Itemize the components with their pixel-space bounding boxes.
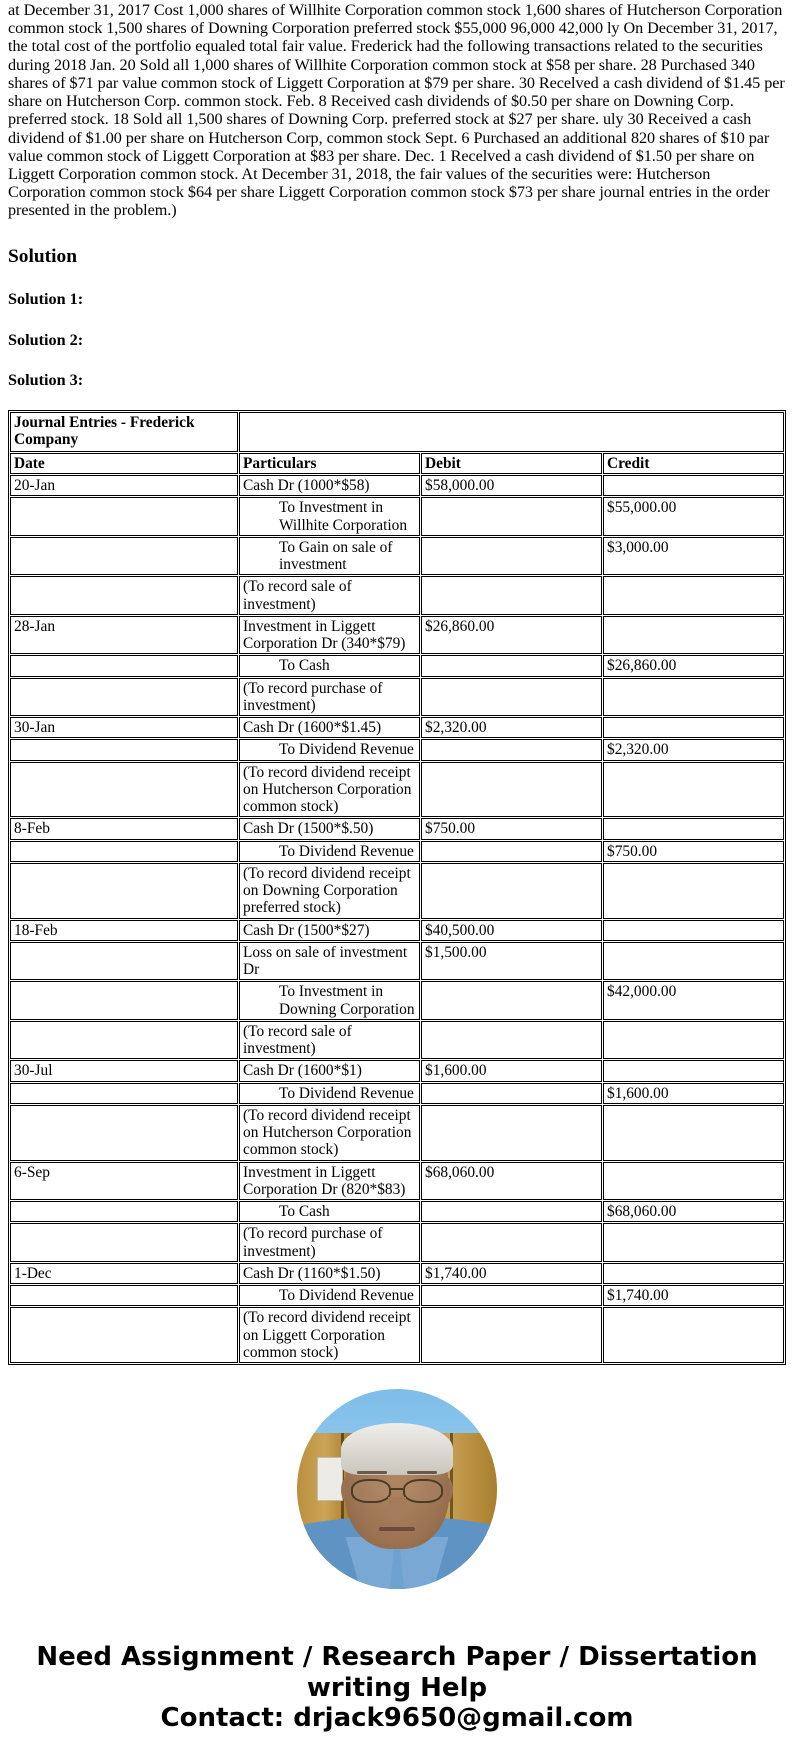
table-row: [10, 762, 784, 818]
table-row: [10, 1162, 784, 1201]
cell-date: [10, 841, 238, 862]
table-row: [10, 739, 784, 760]
table-row: [10, 678, 784, 717]
eyeglasses-lens-left-icon: [351, 1479, 391, 1503]
cell-particulars-text: To Dividend Revenue: [279, 1287, 414, 1305]
problem-statement: at December 31, 2017 Cost 1,000 shares of Willhite Corporation common stock 1,600 shares of Hutcherson Corporation common stock 1,500 shares of Downing Corporation preferred stock $55,000 96,000 42,000 ly On December 31, 2017, the total cost of the portfolio equaled total fair value. Frederick had the following transactions related to the securities during 2018 Jan. 20 Sold all 1,000 shares of Willhite Corporation common stock at $58 per share. 28 Purchased 340 shares of $71 par value common stock of Liggett Corporation at $79 per share. 30 Recelved a cash dividend of $1.45 per share on Hutcherson Corp. common stock. Feb. 8 Received cash dividends of $0.50 per share on Downing Corp. preferred stock. 18 Sold all 1,500 shares of Downing Corp. preferred stock at $27 per share. uly 30 Received a cash dividend of $1.00 per share on Hutcherson Corp, common stock Sept. 6 Purchased an additional 820 shares of $10 par value common stock of Liggett Corporation at $83 per share. Dec. 1 Recelved a cash dividend of $1.50 per share on Liggett Corporation common stock. At December 31, 2018, the fair values of the securities were: Hutcherson Corporation common stock $64 per share Liggett Corporation common stock $73 per share journal entries in the order presented in the problem.): [8, 1, 785, 220]
cell-date: [10, 981, 238, 1020]
cell-date: [10, 1307, 238, 1363]
cell-credit: [603, 717, 784, 738]
cell-debit: [421, 678, 602, 717]
cell-particulars: [239, 537, 420, 576]
cell-debit: $58,000.00: [421, 475, 602, 496]
cell-credit: $55,000.00: [603, 497, 784, 536]
cell-particulars-text: To Cash: [279, 657, 330, 675]
cell-date: 30-Jul: [10, 1060, 238, 1081]
avatar-eyebrow-right: [407, 1471, 437, 1474]
table-row: [10, 981, 784, 1020]
cell-particulars: (To record sale of investment): [239, 1021, 420, 1060]
cell-debit: [421, 1021, 602, 1060]
cell-credit: [603, 475, 784, 496]
cell-particulars: (To record purchase of investment): [239, 678, 420, 717]
cell-particulars: [239, 1083, 420, 1104]
cell-particulars-text: To Cash: [279, 1203, 330, 1221]
cell-debit: [421, 841, 602, 862]
promo-banner: [8, 1642, 786, 1762]
cell-date: [10, 762, 238, 818]
cell-particulars: Cash Dr (1600*$1): [239, 1060, 420, 1081]
table-row: [10, 1021, 784, 1060]
table-row: [10, 655, 784, 676]
cell-credit: $750.00: [603, 841, 784, 862]
cell-date: [10, 1083, 238, 1104]
column-header-debit: Debit: [421, 453, 602, 474]
cell-credit: [603, 1021, 784, 1060]
avatar-nose: [388, 1497, 406, 1521]
cell-credit: [603, 920, 784, 941]
cell-credit: [603, 678, 784, 717]
column-header-particulars: Particulars: [239, 453, 420, 474]
cell-credit: [603, 762, 784, 818]
table-row: [10, 818, 784, 839]
table-row: [10, 497, 784, 536]
cell-credit: [603, 1162, 784, 1201]
cell-particulars: (To record dividend receipt on Hutcherson Corporation common stock): [239, 762, 420, 818]
cell-debit: [421, 1201, 602, 1222]
journal-table-title-spacer: [239, 412, 784, 452]
avatar-eyebrow-left: [357, 1471, 387, 1474]
cell-date: 1-Dec: [10, 1263, 238, 1284]
cell-particulars: (To record dividend receipt on Liggett Corporation common stock): [239, 1307, 420, 1363]
cell-debit: $2,320.00: [421, 717, 602, 738]
cell-particulars: Cash Dr (1500*$27): [239, 920, 420, 941]
table-row: [10, 1201, 784, 1222]
journal-entries-table: [8, 410, 786, 1365]
cell-debit: $750.00: [421, 818, 602, 839]
cell-particulars: [239, 655, 420, 676]
table-row: [10, 717, 784, 738]
table-row: [10, 920, 784, 941]
cell-credit: $26,860.00: [603, 655, 784, 676]
journal-table-wrapper: [8, 410, 786, 1365]
cell-date: [10, 863, 238, 919]
cell-particulars: [239, 739, 420, 760]
solution-3-heading: Solution 3:: [8, 371, 84, 390]
cell-date: [10, 942, 238, 981]
cell-debit: [421, 762, 602, 818]
eyeglasses-bridge-icon: [391, 1488, 403, 1490]
cell-debit: $40,500.00: [421, 920, 602, 941]
cell-debit: [421, 537, 602, 576]
table-row: [10, 537, 784, 576]
cell-credit: [603, 1060, 784, 1081]
table-header-row: [10, 453, 784, 474]
cell-particulars: (To record purchase of investment): [239, 1223, 420, 1262]
cell-particulars: Cash Dr (1160*$1.50): [239, 1263, 420, 1284]
table-row: [10, 576, 784, 615]
cell-date: 8-Feb: [10, 818, 238, 839]
cell-date: 28-Jan: [10, 616, 238, 655]
author-photo-block: [8, 1389, 786, 1594]
promo-line-3: Contact: drjack9650@gmail.com: [160, 1703, 634, 1734]
cell-debit: [421, 739, 602, 760]
cell-debit: [421, 497, 602, 536]
cell-debit: [421, 1083, 602, 1104]
cell-debit: $1,500.00: [421, 942, 602, 981]
table-title-row: [10, 412, 784, 452]
cell-particulars: (To record dividend receipt on Hutcherson Corporation common stock): [239, 1105, 420, 1161]
cell-particulars: [239, 497, 420, 536]
table-row: [10, 1223, 784, 1262]
cell-credit: $1,740.00: [603, 1285, 784, 1306]
cell-date: [10, 1223, 238, 1262]
cell-particulars: (To record sale of investment): [239, 576, 420, 615]
cell-particulars: Loss on sale of investment Dr: [239, 942, 420, 981]
table-row: [10, 1060, 784, 1081]
cell-particulars-text: To Investment in Willhite Corporation: [279, 499, 408, 534]
cell-debit: [421, 576, 602, 615]
cell-date: [10, 739, 238, 760]
avatar-mouth: [379, 1527, 415, 1531]
cell-credit: [603, 1223, 784, 1262]
cell-debit: $26,860.00: [421, 616, 602, 655]
cell-credit: [603, 1307, 784, 1363]
table-row: [10, 475, 784, 496]
table-row: [10, 1105, 784, 1161]
eyeglasses-lens-right-icon: [403, 1479, 443, 1503]
journal-table-title: Journal Entries - Frederick Company: [10, 412, 238, 452]
cell-date: 20-Jan: [10, 475, 238, 496]
table-row: [10, 863, 784, 919]
cell-particulars: [239, 1285, 420, 1306]
cell-particulars-text: To Dividend Revenue: [279, 1084, 414, 1102]
cell-debit: $1,600.00: [421, 1060, 602, 1081]
cell-credit: $68,060.00: [603, 1201, 784, 1222]
cell-credit: [603, 616, 784, 655]
cell-particulars-text: To Investment in Downing Corporation: [279, 983, 415, 1018]
cell-credit: [603, 576, 784, 615]
cell-date: [10, 576, 238, 615]
table-row: [10, 841, 784, 862]
column-header-date: Date: [10, 453, 238, 474]
cell-date: [10, 655, 238, 676]
cell-credit: $3,000.00: [603, 537, 784, 576]
cell-debit: [421, 1105, 602, 1161]
table-row: [10, 1263, 784, 1284]
column-header-credit: Credit: [603, 453, 784, 474]
cell-particulars: Cash Dr (1600*$1.45): [239, 717, 420, 738]
cell-date: [10, 1285, 238, 1306]
cell-credit: $42,000.00: [603, 981, 784, 1020]
cell-particulars-text: To Dividend Revenue: [279, 741, 414, 759]
cell-date: [10, 678, 238, 717]
cell-date: [10, 1201, 238, 1222]
cell-debit: [421, 981, 602, 1020]
cell-particulars: [239, 841, 420, 862]
cell-particulars-text: To Dividend Revenue: [279, 842, 414, 860]
table-row: [10, 1285, 784, 1306]
cell-date: 30-Jan: [10, 717, 238, 738]
cell-particulars: [239, 981, 420, 1020]
solution-heading: Solution: [8, 245, 77, 267]
cell-debit: [421, 863, 602, 919]
promo-line-1: Need Assignment / Research Paper / Dissertation: [36, 1642, 758, 1673]
cell-date: [10, 1021, 238, 1060]
cell-date: [10, 537, 238, 576]
avatar: [297, 1389, 497, 1589]
cell-date: [10, 1105, 238, 1161]
solution-1-heading: Solution 1:: [8, 289, 84, 308]
cell-credit: $1,600.00: [603, 1083, 784, 1104]
table-row: [10, 1307, 784, 1363]
cell-date: 6-Sep: [10, 1162, 238, 1201]
table-row: [10, 942, 784, 981]
cell-debit: $1,740.00: [421, 1263, 602, 1284]
solution-2-heading: Solution 2:: [8, 330, 84, 349]
cell-credit: [603, 863, 784, 919]
cell-particulars: Cash Dr (1500*$.50): [239, 818, 420, 839]
avatar-hair: [341, 1423, 453, 1475]
cell-particulars: Investment in Liggett Corporation Dr (340*$79): [239, 616, 420, 655]
cell-credit: [603, 942, 784, 981]
cell-credit: [603, 1105, 784, 1161]
cell-date: 18-Feb: [10, 920, 238, 941]
cell-debit: [421, 1285, 602, 1306]
cell-date: [10, 497, 238, 536]
cell-particulars: Investment in Liggett Corporation Dr (820*$83): [239, 1162, 420, 1201]
cell-debit: [421, 655, 602, 676]
table-row: [10, 616, 784, 655]
cell-particulars: [239, 1201, 420, 1222]
cell-particulars: Cash Dr (1000*$58): [239, 475, 420, 496]
promo-line-2: writing Help: [306, 1672, 488, 1703]
cell-particulars: (To record dividend receipt on Downing Corporation preferred stock): [239, 863, 420, 919]
cell-credit: $2,320.00: [603, 739, 784, 760]
cell-credit: [603, 1263, 784, 1284]
cell-debit: $68,060.00: [421, 1162, 602, 1201]
cell-debit: [421, 1307, 602, 1363]
cell-debit: [421, 1223, 602, 1262]
table-row: [10, 1083, 784, 1104]
cell-particulars-text: To Gain on sale of investment: [279, 538, 393, 574]
avatar-wall-switchplate: [317, 1457, 343, 1501]
cell-credit: [603, 818, 784, 839]
